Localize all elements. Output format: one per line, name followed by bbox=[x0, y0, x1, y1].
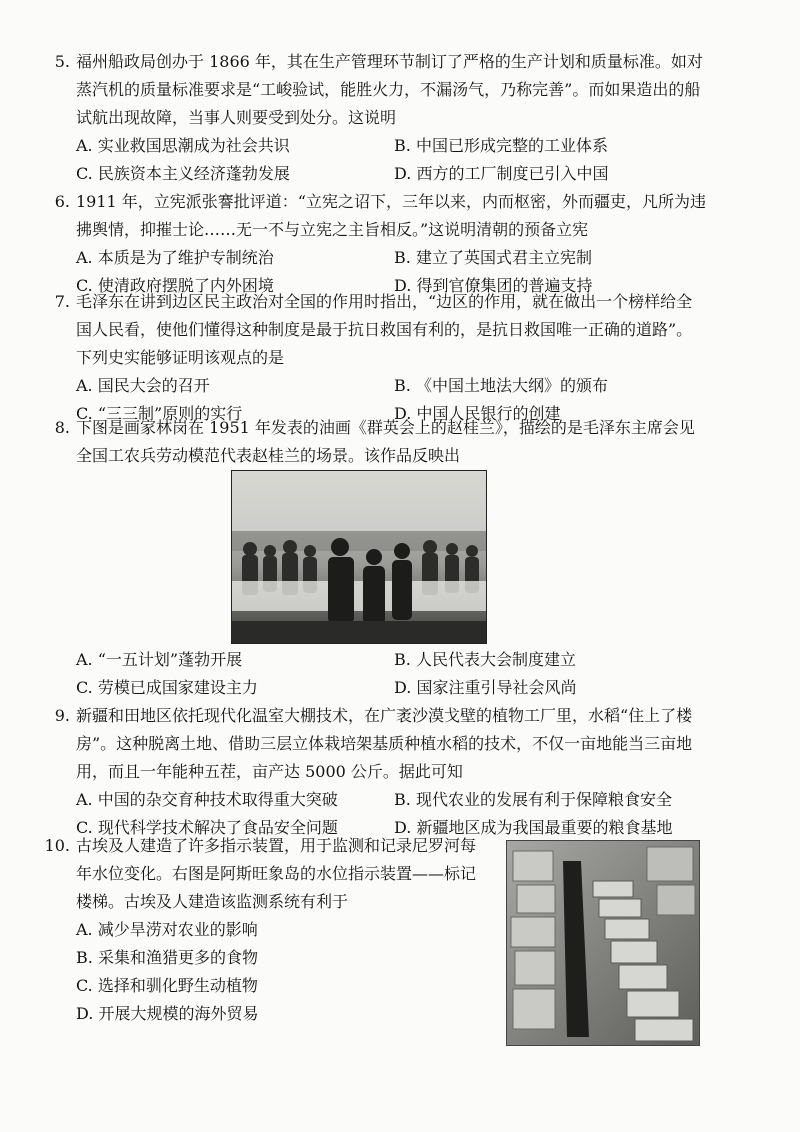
option-text: “一五计划”蓬勃开展 bbox=[97, 650, 243, 669]
option-letter: B. bbox=[394, 136, 411, 155]
question-stem: 新疆和田地区依托现代化温室大棚技术，在广袤沙漠戈壁的植物工厂里，水稻“住上了楼房”。这种脱离土地、借助三层立体栽培架基质种植水稻的技术，不仅一亩地能当三亩地用，而且一年能种五茬，亩产达 5000 公斤。据此可知 bbox=[76, 706, 693, 781]
option-a[interactable] bbox=[76, 372, 210, 400]
question-number: 6. bbox=[54, 192, 70, 211]
option-letter: C. bbox=[76, 164, 93, 183]
option-letter: D. bbox=[394, 164, 412, 183]
option-letter: D. bbox=[76, 1004, 94, 1023]
option-b[interactable] bbox=[394, 372, 608, 400]
option-text: 劳模已成国家建设主力 bbox=[97, 678, 258, 697]
option-text: 本质是为了维护专制统治 bbox=[97, 248, 274, 267]
question-8 bbox=[0, 414, 800, 470]
option-a[interactable] bbox=[76, 244, 274, 272]
option-text: 实业救国思潮成为社会共识 bbox=[97, 136, 290, 155]
option-b[interactable] bbox=[394, 646, 576, 674]
option-letter: A. bbox=[76, 790, 93, 809]
option-letter: A. bbox=[76, 920, 93, 939]
option-letter: D. bbox=[394, 404, 412, 423]
option-a[interactable] bbox=[76, 916, 258, 944]
question-stem: 毛泽东在讲到边区民主政治对全国的作用时指出，“边区的作用，就在做出一个榜样给全国人民看，使他们懂得这种制度是最于抗日救国有利的，是抗日救国唯一正确的道路”。下列史实能够证明该观点的是 bbox=[76, 292, 693, 367]
option-text: 选择和驯化野生动植物 bbox=[97, 976, 258, 995]
option-text: 减少旱涝对农业的影响 bbox=[97, 920, 258, 939]
question-number: 8. bbox=[54, 418, 70, 437]
question-stem: 下图是画家林岗在 1951 年发表的油画《群英会上的赵桂兰》，描绘的是毛泽东主席会见全国工农兵劳动模范代表赵桂兰的场景。该作品反映出 bbox=[76, 418, 695, 465]
option-b[interactable] bbox=[394, 132, 608, 160]
option-text: 国民大会的召开 bbox=[97, 376, 210, 395]
option-letter: D. bbox=[394, 276, 412, 295]
question-5 bbox=[0, 48, 800, 188]
option-letter: C. bbox=[76, 976, 93, 995]
option-letter: D. bbox=[394, 678, 412, 697]
question-number: 7. bbox=[54, 292, 70, 311]
option-text: 人民代表大会制度建立 bbox=[415, 650, 576, 669]
option-text: 使清政府摆脱了内外困境 bbox=[97, 276, 274, 295]
option-letter: D. bbox=[394, 818, 412, 837]
question-stem: 古埃及人建造了许多指示装置，用于监测和记录尼罗河每年水位变化。右图是阿斯旺象岛的水位指示装置——标记楼梯。古埃及人建造该监测系统有利于 bbox=[76, 836, 477, 911]
nilometer-photo bbox=[506, 840, 700, 1046]
option-text: 《中国土地法大纲》的颁布 bbox=[415, 376, 608, 395]
option-a[interactable] bbox=[76, 132, 290, 160]
option-text: 新疆地区成为我国最重要的粮食基地 bbox=[416, 818, 673, 837]
option-letter: C. bbox=[76, 276, 93, 295]
option-letter: A. bbox=[76, 376, 93, 395]
option-letter: A. bbox=[76, 650, 93, 669]
question-number: 9. bbox=[54, 706, 70, 725]
question-6 bbox=[0, 188, 800, 300]
option-letter: C. bbox=[76, 678, 93, 697]
option-text: 中国的杂交育种技术取得重大突破 bbox=[97, 790, 338, 809]
option-letter: A. bbox=[76, 136, 93, 155]
painting-image bbox=[231, 470, 487, 644]
option-d[interactable] bbox=[394, 674, 576, 702]
question-7 bbox=[0, 288, 800, 428]
option-letter: C. bbox=[76, 404, 93, 423]
question-number: 10. bbox=[44, 836, 70, 855]
question-9 bbox=[0, 702, 800, 842]
option-c[interactable] bbox=[76, 674, 258, 702]
option-c[interactable] bbox=[76, 972, 258, 1000]
question-stem: 1911 年，立宪派张謇批评道：“立宪之诏下，三年以来，内而枢密，外而疆吏，凡所为违拂舆情，抑摧士论……无一不与立宪之主旨相反。”这说明清朝的预备立宪 bbox=[76, 192, 706, 239]
option-text: 国家注重引导社会风尚 bbox=[416, 678, 577, 697]
option-c[interactable] bbox=[76, 160, 290, 188]
option-letter: B. bbox=[394, 376, 411, 395]
option-a[interactable] bbox=[76, 786, 338, 814]
option-letter: B. bbox=[76, 948, 93, 967]
option-text: 现代农业的发展有利于保障粮食安全 bbox=[415, 790, 672, 809]
option-b[interactable] bbox=[76, 944, 258, 972]
option-a[interactable] bbox=[76, 646, 242, 674]
option-text: 得到官僚集团的普遍支持 bbox=[416, 276, 593, 295]
option-text: “三三制”原则的实行 bbox=[97, 404, 243, 423]
option-text: 中国人民银行的创建 bbox=[416, 404, 561, 423]
option-text: 西方的工厂制度已引入中国 bbox=[416, 164, 609, 183]
option-text: 建立了英国式君主立宪制 bbox=[415, 248, 592, 267]
option-d[interactable] bbox=[76, 1000, 258, 1028]
option-text: 采集和渔猎更多的食物 bbox=[97, 948, 258, 967]
painting-illustration bbox=[232, 471, 486, 643]
option-letter: B. bbox=[394, 790, 411, 809]
option-b[interactable] bbox=[394, 786, 672, 814]
option-letter: C. bbox=[76, 818, 93, 837]
question-8-options bbox=[0, 646, 800, 702]
option-d[interactable] bbox=[394, 160, 608, 188]
option-text: 中国已形成完整的工业体系 bbox=[415, 136, 608, 155]
option-letter: A. bbox=[76, 248, 93, 267]
option-letter: B. bbox=[394, 248, 411, 267]
option-text: 民族资本主义经济蓬勃发展 bbox=[97, 164, 290, 183]
option-letter: B. bbox=[394, 650, 411, 669]
option-text: 开展大规模的海外贸易 bbox=[98, 1004, 259, 1023]
option-b[interactable] bbox=[394, 244, 592, 272]
question-number: 5. bbox=[54, 52, 70, 71]
nilometer-illustration bbox=[507, 841, 699, 1045]
option-text: 现代科学技术解决了食品安全问题 bbox=[97, 818, 338, 837]
question-stem: 福州船政局创办于 1866 年，其在生产管理环节制订了严格的生产计划和质量标准。如对蒸汽机的质量标准要求是“工峻验试，能胜火力，不漏汤气，乃称完善”。而如果造出的船试航出现故障，当事人则要受到处分。这说明 bbox=[76, 52, 703, 127]
